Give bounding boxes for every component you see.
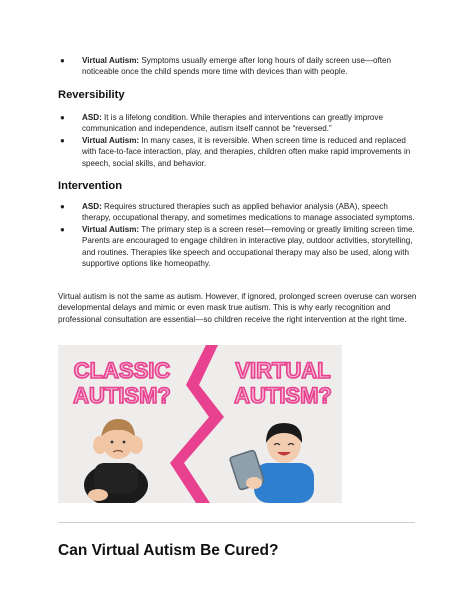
section-heading-reversibility: Reversibility xyxy=(58,89,125,101)
bullet-term: ASD: xyxy=(82,113,102,122)
bullet-dot-icon: ● xyxy=(60,113,65,122)
bullet-term: Virtual Autism: xyxy=(82,56,140,65)
list-item xyxy=(58,201,418,224)
comparison-image xyxy=(58,345,342,503)
bullet-dot-icon: ● xyxy=(60,224,65,234)
list-item xyxy=(58,55,418,78)
list-item xyxy=(58,224,418,270)
section-divider xyxy=(58,522,415,523)
comparison-illustration xyxy=(58,345,342,503)
summary-paragraph: Virtual autism is not the same as autism. However, if ignored, prolonged screen overuse can worsen developmental delays and mimic or even mask true autism. This is why early recognition and professional consultation are essential—so children receive the right intervention at the right time. xyxy=(58,292,417,324)
left-title-line1: CLASSIC xyxy=(73,358,171,383)
bullet-dot-icon: ● xyxy=(60,202,65,211)
bullet-text: Requires structured therapies such as applied behavior analysis (ABA), speech therapy, occupational therapy, and sometimes medications to manage associated symptoms. xyxy=(82,202,415,223)
bullet-term: ASD: xyxy=(82,202,102,211)
bullet-term: Virtual Autism: xyxy=(82,135,140,145)
section-heading-intervention: Intervention xyxy=(58,180,123,192)
bullet-text: In many cases, it is reversible. When screen time is reduced and replaced with face-to-face interaction, play, and therapies, children often make rapid improvements in speech, social skills, and behavior. xyxy=(82,135,411,168)
bullet-term: Virtual Autism: xyxy=(82,224,140,234)
list-item xyxy=(58,135,418,169)
bullet-dot-icon: ● xyxy=(60,135,65,145)
section-heading-cure: Can Virtual Autism Be Cured? xyxy=(58,542,279,559)
bullet-text: Symptoms usually emerge after long hours of daily screen use—often noticeable once the child spends more time with devices than with people. xyxy=(82,56,392,77)
bullet-dot-icon: ● xyxy=(60,56,65,65)
left-title-line2: AUTISM? xyxy=(73,383,171,408)
bullet-text: It is a lifelong condition. While therapies and interventions can greatly improve communication and independence, autism itself cannot be “reversed.” xyxy=(82,113,383,134)
intervention-list xyxy=(58,201,418,269)
bullet-text: The primary step is a screen reset—removing or greatly limiting screen time. Parents are encouraged to engage children in interactive play, outdoor activities, storytelling, and routines. Therapies like speech and occupational therapy may also be used, along with supportive options like homeopathy. xyxy=(82,224,415,269)
right-title-line2: AUTISM? xyxy=(234,383,332,408)
list-item xyxy=(58,112,418,135)
intro-bullet-block xyxy=(58,55,418,78)
right-title-line1: VIRTUAL xyxy=(235,358,331,383)
reversibility-list xyxy=(58,112,418,169)
